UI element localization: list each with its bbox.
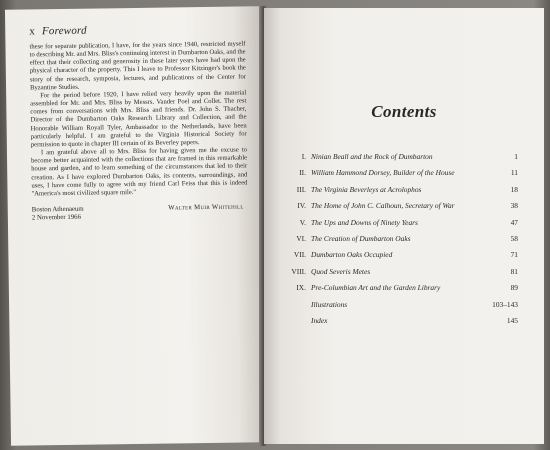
page-number: x xyxy=(29,25,36,38)
toc-number: VII. xyxy=(293,250,306,260)
toc-entry xyxy=(286,283,518,299)
toc-page: 81 xyxy=(510,266,518,276)
toc-page: 145 xyxy=(506,315,518,325)
toc-title: Pre-Columbian Art and the Garden Library xyxy=(311,283,441,293)
toc-title: Ninian Beall and the Rock of Dumbarton xyxy=(311,152,433,161)
toc-entry xyxy=(286,316,518,332)
right-page xyxy=(264,8,544,444)
toc-title: Quod Severis Metes xyxy=(311,266,371,276)
contents-heading: Contents xyxy=(371,102,437,121)
toc-title: William Hammond Dorsey, Builder of the House xyxy=(311,168,455,178)
toc-page: 38 xyxy=(510,201,518,211)
toc-entry xyxy=(286,300,518,316)
signoff xyxy=(32,203,248,223)
left-page xyxy=(5,6,265,446)
toc-entry xyxy=(286,218,518,234)
toc-number: IX. xyxy=(296,283,306,293)
signoff-date: 2 November 1966 xyxy=(31,214,82,222)
toc-entry xyxy=(286,201,518,217)
toc-title: The Ups and Downs of Ninety Years xyxy=(311,217,418,227)
toc-entry xyxy=(286,267,518,283)
foreword-paragraph: these for separate publication, I have, for the years since 1940, restricted myself to describing Mr. and Mrs. Bliss's continuing interest in Dumbarton Oaks, and the effect that their collecting and generosity in these later years have had upon the physical character of the property. This I leave to Professor Kitzinger's book the story of the research, symposia, lectures, and publications of the Center for Byzantine Studies. xyxy=(29,40,246,92)
toc-title: Dumbarton Oaks Occupied xyxy=(311,250,393,260)
toc-page: 89 xyxy=(510,283,518,293)
toc-title: The Virginia Beverleys at Acrolophos xyxy=(311,184,422,194)
toc-page: 1 xyxy=(514,152,518,161)
toc-number: VIII. xyxy=(291,266,306,276)
toc-page: 47 xyxy=(510,217,518,227)
toc-entry xyxy=(286,152,518,168)
toc-number: III. xyxy=(296,184,306,194)
toc-entry xyxy=(286,185,518,201)
signoff-place: Boston Athenaeum xyxy=(31,205,84,214)
toc-number: I. xyxy=(301,152,306,161)
toc-page: 11 xyxy=(510,168,518,178)
toc-page: 58 xyxy=(510,233,518,243)
running-head-title: Foreword xyxy=(41,24,87,38)
toc-title: The Home of John C. Calhoun, Secretary of War xyxy=(311,201,455,211)
foreword-paragraph: I am grateful above all to Mrs. Bliss for having given me the excuse to become better acquainted with the collections that are framed in this remarkable house and garden, and to learn something of the circumstances that led to their creation. As I have explored Dumbarton Oaks, its contents, surroundings, and uses, I have come fully to agree with my friend Carl Feiss that this is indeed "America's most civilized square mile." xyxy=(31,146,248,198)
toc-number: IV. xyxy=(297,201,306,211)
signoff-author: Walter Muir Whitehill xyxy=(168,203,244,212)
toc-entry xyxy=(286,250,518,266)
toc-number: VI. xyxy=(296,233,306,243)
toc-title: Index xyxy=(311,315,328,325)
toc-title: Illustrations xyxy=(311,299,348,309)
running-head xyxy=(29,22,245,37)
toc-page: 103–143 xyxy=(492,299,518,309)
toc-entry xyxy=(286,234,518,250)
toc-title: The Creation of Dumbarton Oaks xyxy=(311,233,411,243)
toc-entry xyxy=(286,168,518,184)
toc-number: V. xyxy=(299,217,306,227)
toc-page: 71 xyxy=(510,250,518,260)
toc-page: 18 xyxy=(510,184,518,194)
toc-number: II. xyxy=(299,168,306,178)
table-of-contents xyxy=(286,152,518,332)
foreword-paragraph: For the period before 1920, I have relied very heavily upon the material assembled for Mr. and Mrs. Bliss by Messrs. Vander Poel and Collet. The rest comes from conversations with Mrs. Bliss and friends. Dr. John S. Thacher, Director of the Dumbarton Oaks Research Library and Collection, and the Honorable William Royall Tyler, Ambassador to the Netherlands, have been particularly helpful. I am grateful to the Virginia Historical Society for permission to quote in chapter III certain of its Beverley papers. xyxy=(30,89,247,149)
